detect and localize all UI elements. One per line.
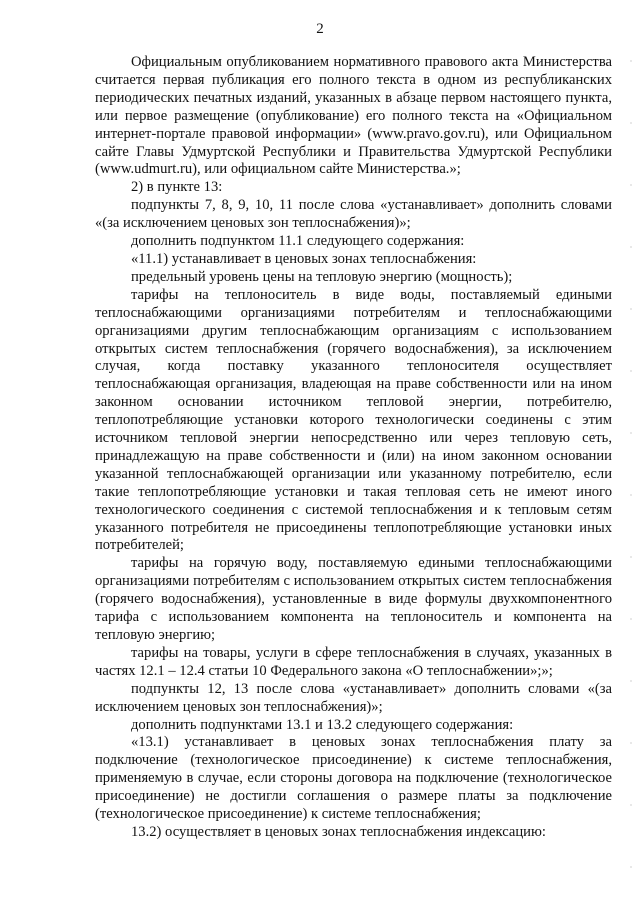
page-number: 2 [316, 21, 324, 37]
document-body [95, 54, 612, 842]
paragraph-item-13-heading: 2) в пункте 13: [131, 179, 223, 196]
paragraph-official-publication: Официальным опубликованием нормативного правового акта Министерства считается первая публикация его полного текста в одном из республиканских периодических печатных изданий, указанных в абзаце первом настоящего пункта, или первое размещение (опубликование) его полного текста на «Официальном интернет-портале правовой информации» (www.pravo.gov.ru), или Официальном сайте Главы Удмуртской Республики и Правительства Удмуртской Республики (www.udmurt.ru), или официальном сайте Министерства.»; [95, 54, 612, 178]
paragraph-goods-services-tariffs: тарифы на товары, услуги в сфере теплоснабжения в случаях, указанных в частях 12.1 – 12.4 статьи 10 Федерального закона «О теплоснабжении»;»; [95, 644, 612, 679]
paragraph-price-limit: предельный уровень цены на тепловую энергию (мощность); [131, 268, 513, 285]
paragraph-heat-carrier-tariffs: тарифы на теплоноситель в виде воды, поставляемый едиными теплоснабжающими организациями потребителям и теплоснабжающими организациями другим теплоснабжающим организациям с использованием открытых систем теплоснабжения (горячего водоснабжения), за исключением случая, когда поставку указанного теплоносителя осуществляет теплоснабжающая организация, владеющая на праве собственности или на ином законном основании источником тепловой энергии, потребителю, теплопотребляющие установки которого технологически соединены с этим источником тепловой энергии непосредственно или через тепловую сеть, принадлежащую на праве собственности и (или) на ином законном основании указанной теплоснабжающей организации или указанному потребителю, если такие теплопотребляющие установки и такая тепловая сеть не имеют иного технологического соединения с системой теплоснабжения и к тепловым сетям указанного потребителя не присоединены теплопотребляющие установки иных потребителей; [95, 286, 612, 554]
paragraph-subitems-7-11: подпункты 7, 8, 9, 10, 11 после слова «устанавливает» дополнить словами «(за исключением ценовых зон теплоснабжения)»; [95, 197, 612, 232]
paragraph-add-subitem-11-1: дополнить подпунктом 11.1 следующего содержания: [131, 233, 465, 250]
paragraph-subitem-13-2: 13.2) осуществляет в ценовых зонах теплоснабжения индексацию: [131, 823, 546, 840]
paragraph-subitems-12-13: подпункты 12, 13 после слова «устанавливает» дополнить словами «(за исключением ценовых зон теплоснабжения)»; [95, 680, 612, 715]
scan-edge-marks [630, 0, 632, 905]
paragraph-add-subitems-13-1-13-2: дополнить подпунктами 13.1 и 13.2 следующего содержания: [131, 716, 514, 733]
paragraph-subitem-13-1: «13.1) устанавливает в ценовых зонах теплоснабжения плату за подключение (технологическое присоединение) к системе теплоснабжения, применяемую в случае, если стороны договора на подключение (технологическое присоединение) не достигли соглашения о размере платы за подключение (технологическое присоединение) к системе теплоснабжения; [95, 734, 612, 823]
paragraph-hot-water-tariffs: тарифы на горячую воду, поставляемую едиными теплоснабжающими организациями потребителям с использованием открытых систем теплоснабжения (горячего водоснабжения), установленные в виде формулы двухкомпонентного тарифа с использованием компонента на теплоноситель и компонента на тепловую энергию; [95, 555, 612, 643]
paragraph-subitem-11-1: «11.1) устанавливает в ценовых зонах теплоснабжения: [131, 250, 477, 267]
